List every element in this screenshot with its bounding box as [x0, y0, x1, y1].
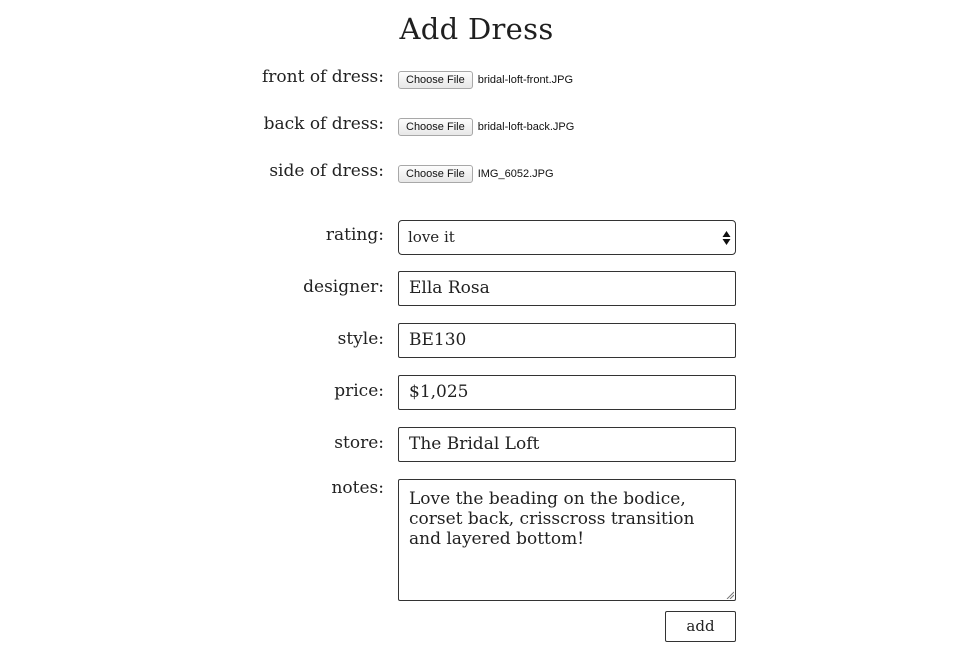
- back-file-name: bridal-loft-back.JPG: [477, 121, 575, 133]
- front-of-dress-file-input[interactable]: [398, 71, 573, 89]
- notes-label: notes:: [331, 478, 384, 498]
- rating-selected-value: love it: [408, 228, 455, 246]
- side-file-name: IMG_6052.JPG: [477, 168, 554, 180]
- rating-label: rating:: [325, 225, 384, 245]
- front-choose-file-button[interactable]: Choose File: [398, 71, 473, 89]
- resize-grip-icon[interactable]: [726, 591, 734, 599]
- store-label: store:: [334, 433, 384, 453]
- side-of-dress-file-input[interactable]: [398, 165, 554, 183]
- designer-label: designer:: [303, 277, 384, 297]
- side-of-dress-label: side of dress:: [269, 161, 384, 181]
- front-file-name: bridal-loft-front.JPG: [477, 74, 574, 86]
- style-label: style:: [337, 329, 384, 349]
- select-arrows-icon: [722, 229, 731, 247]
- style-input[interactable]: BE130: [398, 323, 736, 358]
- back-of-dress-file-input[interactable]: [398, 118, 574, 136]
- back-of-dress-label: back of dress:: [263, 114, 384, 134]
- rating-select[interactable]: [398, 220, 736, 255]
- front-of-dress-label: front of dress:: [261, 67, 384, 87]
- side-choose-file-button[interactable]: Choose File: [398, 165, 473, 183]
- notes-textarea[interactable]: [398, 479, 736, 601]
- add-button[interactable]: add: [665, 611, 736, 642]
- page-title: Add Dress: [399, 12, 554, 46]
- price-label: price:: [334, 381, 384, 401]
- notes-text: Love the beading on the bodice, corset back, crisscross transition and layered bottom!: [409, 489, 695, 549]
- store-input[interactable]: The Bridal Loft: [398, 427, 736, 462]
- price-input[interactable]: $1,025: [398, 375, 736, 410]
- designer-input[interactable]: Ella Rosa: [398, 271, 736, 306]
- back-choose-file-button[interactable]: Choose File: [398, 118, 473, 136]
